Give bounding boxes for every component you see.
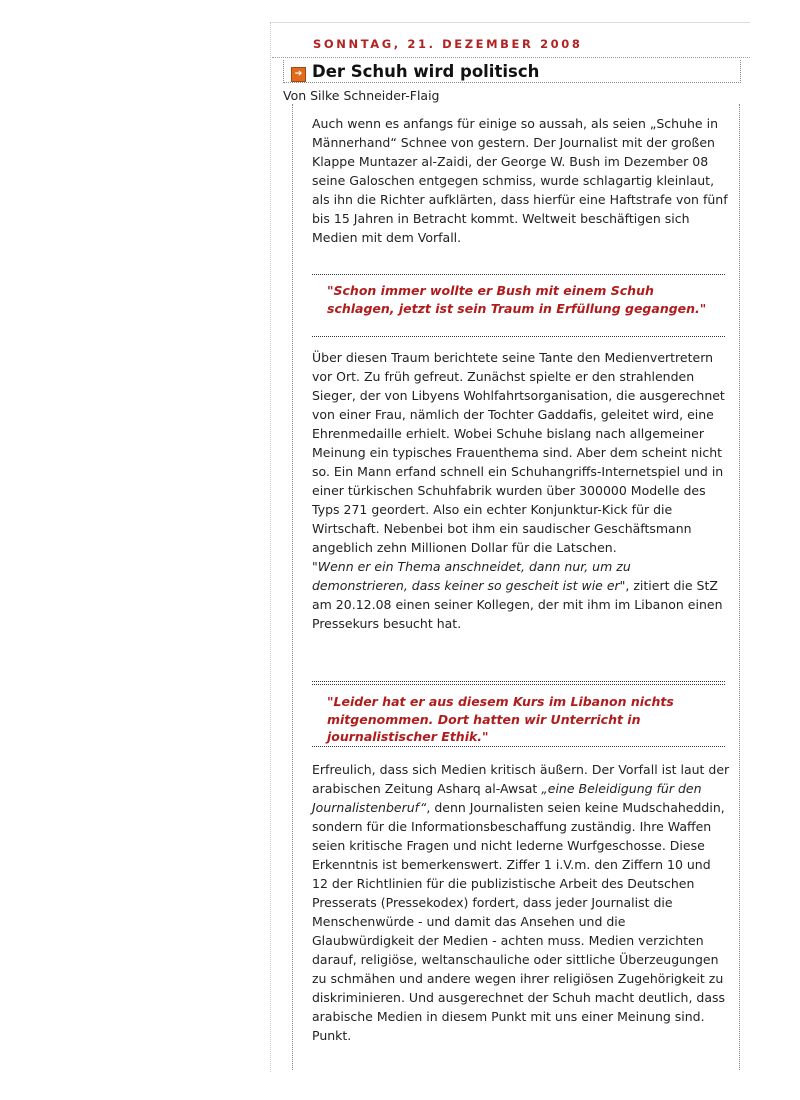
paragraph: [312, 348, 730, 633]
content-border: [739, 104, 740, 1070]
quote-divider: [312, 681, 725, 682]
pull-quote: "Schon immer wollte er Bush mit einem Schuh schlagen, jetzt ist sein Traum in Erfüllung gegangen.": [327, 283, 707, 316]
quote-divider: [312, 274, 725, 275]
quote-divider: [312, 746, 725, 747]
paragraph-text: , zitiert die StZ am 20.12.08 einen seiner Kollegen, der mit ihm im Libanon einen Pressekurs besucht hat.: [312, 578, 723, 631]
header-divider: [272, 57, 750, 58]
arrow-right-icon: ➔: [291, 67, 306, 82]
pull-quote: "Leider hat er aus diesem Kurs im Libanon nichts mitgenommen. Dort hatten wir Unterricht in journalistischer Ethik.": [327, 694, 674, 744]
post-date: SONNTAG, 21. DEZEMBER 2008: [313, 37, 583, 51]
inline-quote: „eine Beleidigung für den Journalistenberuf“: [312, 781, 702, 815]
inline-quote: "Wenn er ein Thema anschneidet, dann nur, um zu demonstrieren, dass keiner so gescheit ist wie er": [312, 559, 631, 593]
quote-divider: [312, 684, 725, 685]
quote-divider: [312, 336, 725, 337]
byline: Von Silke Schneider-Flaig: [283, 88, 440, 103]
paragraph-text: , denn Journalisten seien keine Mudschaheddin, sondern für die Informationsbeschaffung zuständig. Ihre Waffen seien kritische Fragen und nicht lederne Wurfgeschosse. Diese Erkenntnis ist bemerkenswert. Ziffer 1 i.V.m. den Ziffern 10 und 12 der Richtlinien für die publizistische Arbeit des Deutschen Presserats (Pressekodex) fordert, dass jeder Journalist die Menschenwürde - und damit das Ansehen und die Glaubwürdigkeit der Medien - achten muss. Medien verzichten darauf, religiöse, weltanschauliche oder sittliche Überzeugungen zu schmähen und andere wegen ihrer religiösen Zugehörigkeit zu diskriminieren. Und ausgerechnet der Schuh macht deutlich, dass arabische Medien in diesem Punkt mit uns einer Meinung sind. Punkt.: [312, 800, 726, 1043]
frame-border: [270, 22, 271, 1072]
post-title[interactable]: Der Schuh wird politisch: [312, 62, 540, 81]
paragraph: [312, 760, 730, 1045]
paragraph-text: Erfreulich, dass sich Medien kritisch äußern. Der Vorfall ist laut der arabischen Zeitung Asharq al-Awsat: [312, 762, 730, 796]
paragraph-text: Über diesen Traum berichtete seine Tante den Medienvertretern vor Ort. Zu früh gefreut. Zunächst spielte er den strahlenden Sieger, der von Libyens Wohlfahrtsorganisation, die ausgerechnet von einer Frau, nämlich der Tochter Gaddafis, geleitet wird, eine Ehrenmedaille erhielt. Wobei Schuhe bislang nach allgemeiner Meinung ein typisches Frauenthema sind. Aber dem scheint nicht so. Ein Mann erfand schnell ein Schuhangriffs-Internetspiel und in einer türkischen Schuhfabrik wurden über 300000 Modelle des Typs 271 geordert. Also ein echter Konjunktur-Kick für die Wirtschaft. Nebenbei bot ihm ein saudischer Geschäftsmann angeblich zehn Millionen Dollar für die Latschen.: [312, 350, 725, 555]
paragraph: Auch wenn es anfangs für einige so aussah, als seien „Schuhe in Männerhand“ Schnee von gestern. Der Journalist mit der großen Klappe Muntazer al-Zaidi, der George W. Bush im Dezember 08 seine Galoschen entgegen schmiss, wurde schlagartig kleinlaut, als ihn die Richter aufklärten, dass hierfür eine Haftstrafe von fünf bis 15 Jahren in Betracht kommt. Weltweit beschäftigen sich Medien mit dem Vorfall.: [312, 116, 728, 245]
